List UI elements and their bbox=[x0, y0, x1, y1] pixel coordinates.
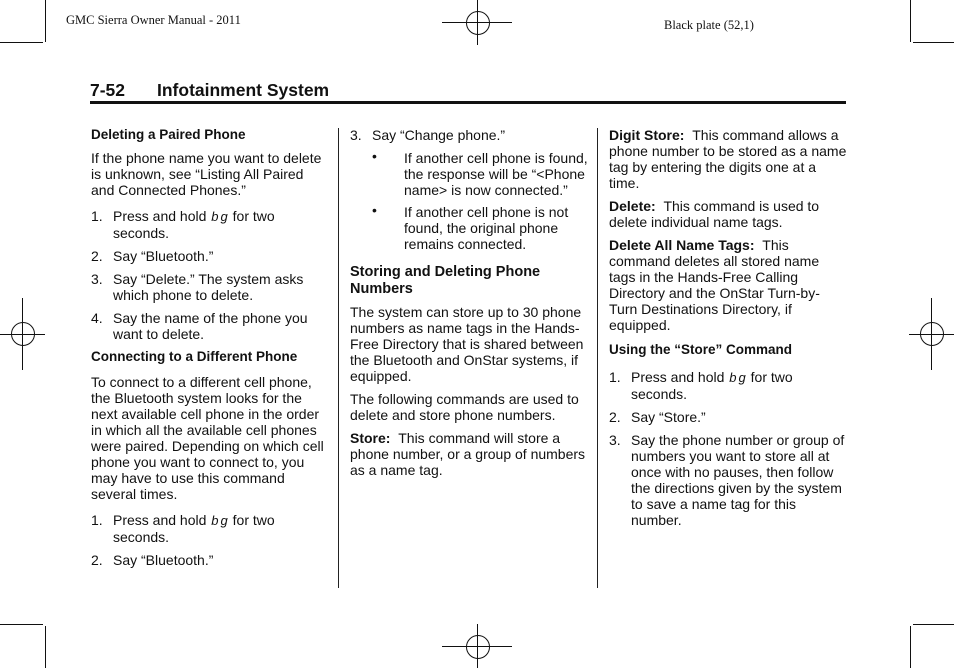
bullet-icon: • bbox=[372, 148, 377, 164]
voice-icon: g bbox=[738, 370, 746, 385]
step-text: Press and hold bbox=[631, 369, 725, 385]
delete-text: This command is used to delete individual name tags. bbox=[609, 198, 820, 230]
heading-rule bbox=[90, 101, 846, 104]
step-number: 3. bbox=[91, 271, 103, 287]
step-text: Press and hold bbox=[113, 208, 207, 224]
delete-all-label: Delete All Name Tags: bbox=[609, 237, 755, 253]
step-number: 1. bbox=[609, 369, 621, 385]
manual-title: GMC Sierra Owner Manual - 2011 bbox=[66, 13, 241, 27]
bullet-list bbox=[350, 150, 588, 252]
crop-mark bbox=[45, 626, 46, 668]
list-item bbox=[91, 310, 327, 342]
list-item bbox=[609, 432, 847, 528]
column-divider bbox=[338, 128, 339, 588]
list-item bbox=[609, 369, 847, 402]
digit-store-text: This command allows a phone number to be stored as a name tag by entering the digits one at a time. bbox=[609, 127, 847, 191]
step-text: for two seconds. bbox=[631, 369, 793, 402]
step-number: 4. bbox=[91, 310, 103, 326]
step-text: Say the phone number or group of numbers you want to store all at once with no pauses, then follow the directions given by the system to save a name tag for this number. bbox=[631, 432, 845, 528]
store-text: This command will store a phone number, or a group of numbers as a name tag. bbox=[350, 430, 586, 478]
step-number: 2. bbox=[91, 248, 103, 264]
list-item bbox=[91, 208, 327, 241]
digit-store-paragraph bbox=[609, 127, 847, 191]
bullet-text: If another cell phone is found, the response will be “<Phone name> is now connected.” bbox=[404, 150, 588, 198]
list-item bbox=[91, 512, 327, 545]
voice-icon: g bbox=[220, 513, 228, 528]
crop-mark bbox=[910, 626, 911, 668]
subheading-using-store: Using the “Store” Command bbox=[609, 342, 793, 357]
crop-mark bbox=[0, 624, 43, 625]
column-3 bbox=[609, 127, 847, 535]
step-text: Say “Bluetooth.” bbox=[113, 248, 214, 264]
store-command-paragraph bbox=[350, 430, 588, 478]
delete-all-paragraph bbox=[609, 237, 847, 333]
paragraph: If the phone name you want to delete is unknown, see “Listing All Paired and Connected Phones.” bbox=[91, 150, 322, 198]
plate-label: Black plate (52,1) bbox=[664, 18, 754, 32]
digit-store-label: Digit Store: bbox=[609, 127, 685, 143]
delete-label: Delete: bbox=[609, 198, 656, 214]
phone-icon: b bbox=[211, 513, 219, 528]
bullet-icon: • bbox=[372, 202, 377, 218]
voice-icon: g bbox=[220, 209, 228, 224]
page-number: 7-52 bbox=[90, 80, 126, 100]
section-title: Infotainment System bbox=[157, 80, 330, 100]
phone-icon: b bbox=[211, 209, 219, 224]
step-text: for two seconds. bbox=[113, 208, 275, 241]
crop-mark bbox=[913, 624, 954, 625]
registration-mark bbox=[466, 11, 490, 35]
crop-mark bbox=[910, 0, 911, 42]
subheading-connecting-different-phone: Connecting to a Different Phone bbox=[91, 349, 298, 364]
list-item bbox=[350, 127, 588, 143]
column-2 bbox=[350, 127, 588, 478]
list-item bbox=[609, 409, 847, 425]
registration-mark bbox=[920, 322, 944, 346]
list-item bbox=[91, 248, 327, 264]
step-number: 1. bbox=[91, 208, 103, 224]
steps-list bbox=[609, 369, 847, 528]
step-text: Say “Change phone.” bbox=[372, 127, 506, 143]
crop-mark bbox=[45, 0, 46, 42]
paragraph: To connect to a different cell phone, the Bluetooth system looks for the next available cell phone in the order in which all the available cell phones were paired. Depending on which cell phone you want to connect to, you may have to use this command several times. bbox=[91, 374, 324, 502]
store-label: Store: bbox=[350, 430, 391, 446]
step-text: Say “Delete.” The system asks which phone to delete. bbox=[113, 271, 304, 303]
bullet-text: If another cell phone is not found, the original phone remains connected. bbox=[404, 204, 569, 252]
bullet-item bbox=[350, 150, 588, 198]
list-item bbox=[91, 271, 327, 303]
steps-list bbox=[350, 127, 588, 143]
registration-mark bbox=[466, 635, 490, 659]
step-text: Press and hold bbox=[113, 512, 207, 528]
step-text: Say the name of the phone you want to delete. bbox=[113, 310, 308, 342]
paragraph: The system can store up to 30 phone numbers as name tags in the Hands-Free Directory that is shared between the Bluetooth and OnStar systems, if equipped. bbox=[350, 304, 584, 384]
phone-icon: b bbox=[729, 370, 737, 385]
step-number: 2. bbox=[609, 409, 621, 425]
column-divider bbox=[597, 128, 598, 588]
crop-mark bbox=[913, 42, 954, 43]
delete-paragraph bbox=[609, 198, 847, 230]
delete-all-text: This command deletes all stored name tags in the Hands-Free Calling Directory and the OnStar Turn-by-Turn Destinations Directory, if equipped. bbox=[609, 237, 820, 333]
step-text: Say “Store.” bbox=[631, 409, 706, 425]
paragraph: The following commands are used to delete and store phone numbers. bbox=[350, 391, 579, 423]
step-number: 3. bbox=[609, 432, 621, 448]
step-text: Say “Bluetooth.” bbox=[113, 552, 214, 568]
list-item bbox=[91, 552, 327, 568]
crop-mark bbox=[0, 42, 43, 43]
registration-mark bbox=[11, 322, 35, 346]
bullet-item bbox=[350, 204, 588, 252]
step-number: 1. bbox=[91, 512, 103, 528]
steps-list bbox=[91, 208, 327, 342]
section-heading bbox=[90, 80, 329, 101]
step-number: 3. bbox=[350, 127, 362, 143]
steps-list bbox=[91, 512, 327, 568]
subheading-storing-deleting: Storing and Deleting Phone Numbers bbox=[350, 264, 541, 297]
step-text: for two seconds. bbox=[113, 512, 275, 545]
step-number: 2. bbox=[91, 552, 103, 568]
subheading-deleting-paired-phone: Deleting a Paired Phone bbox=[91, 127, 246, 142]
column-1 bbox=[91, 127, 327, 575]
